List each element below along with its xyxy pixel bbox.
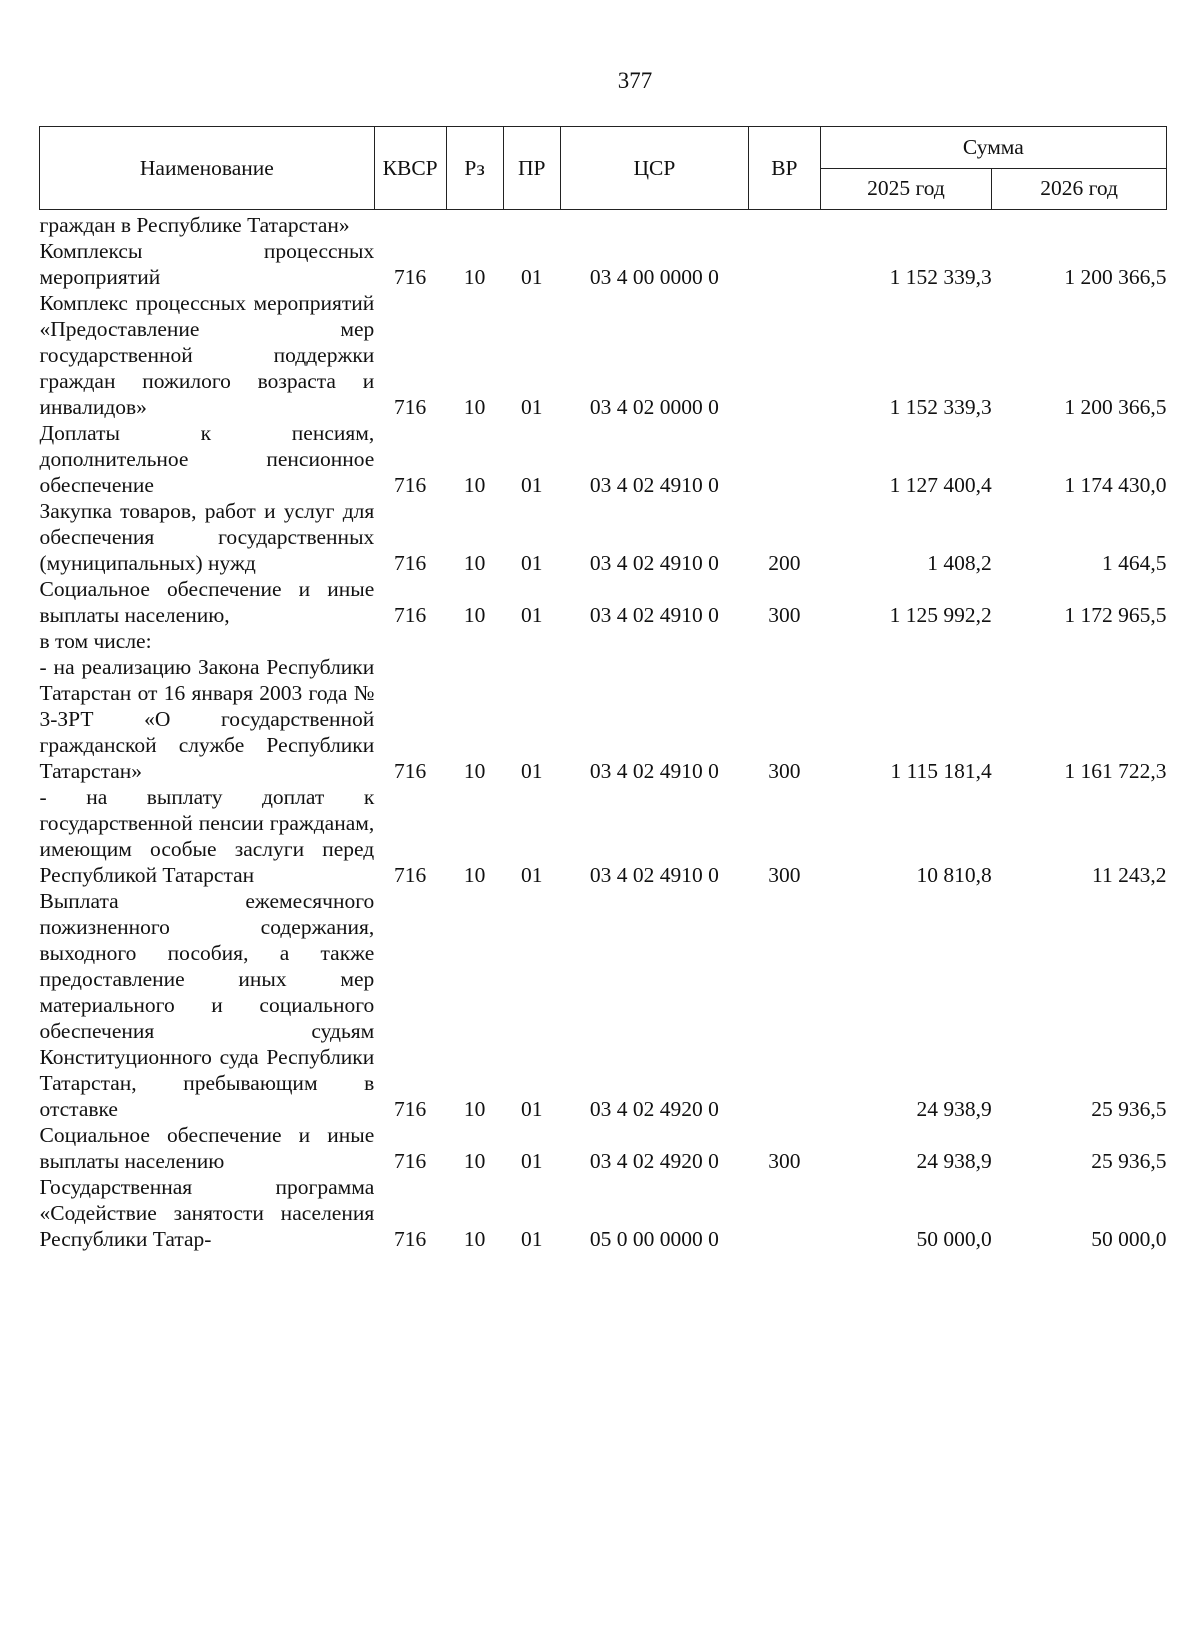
table-row (40, 654, 1167, 784)
row-csr: 05 0 00 0000 0 (589, 1227, 719, 1251)
row-pr: 01 (521, 759, 543, 783)
row-sum-2025: 1 152 339,3 (889, 395, 992, 419)
header-pr: ПР (503, 127, 560, 210)
row-pr: 01 (521, 395, 543, 419)
row-csr: 03 4 02 4910 0 (589, 759, 719, 783)
table-body (40, 210, 1167, 1253)
row-vr: 300 (768, 1149, 801, 1173)
row-rz: 10 (463, 551, 486, 575)
row-csr: 03 4 02 4910 0 (589, 603, 719, 627)
row-rz: 10 (463, 1097, 486, 1121)
row-name: граждан в Республике Татарстан» (39, 213, 350, 237)
row-kvsr (374, 210, 446, 239)
row-vr (749, 238, 821, 290)
table-row (40, 888, 1167, 1122)
row-vr (749, 290, 821, 420)
row-rz: 10 (463, 1227, 486, 1251)
row-name: - на реализацию Закона Республики Татарстан от 16 января 2003 года № 3-ЗРТ «О государственной гражданской службе Республики Татарстан» (39, 655, 375, 783)
table-row (40, 210, 1167, 239)
row-rz: 10 (463, 863, 486, 887)
row-kvsr: 716 (394, 395, 427, 419)
header-rz: Рз (446, 127, 503, 210)
header-year-2025: 2025 год (820, 168, 992, 210)
row-name: - на выплату доплат к государственной пенсии гражданам, имеющим особые заслуги перед Республикой Татарстан (39, 785, 375, 887)
table-row (40, 498, 1167, 576)
row-name: Закупка товаров, работ и услуг для обеспечения государственных (муниципальных) нужд (39, 499, 375, 575)
row-kvsr: 716 (394, 603, 427, 627)
table-row (40, 628, 1167, 654)
row-sum-2026: 25 936,5 (1091, 1149, 1167, 1173)
row-sum-2026: 1 174 430,0 (1064, 473, 1167, 497)
table-row (40, 290, 1167, 420)
row-csr: 03 4 02 4910 0 (589, 863, 719, 887)
row-kvsr: 716 (394, 1097, 427, 1121)
row-vr (749, 420, 821, 498)
row-sum-2026: 1 200 366,5 (1064, 265, 1167, 289)
row-pr: 01 (521, 551, 543, 575)
row-sum-2025: 1 125 992,2 (889, 603, 992, 627)
row-pr (503, 210, 560, 239)
row-sum-2025: 1 115 181,4 (890, 759, 992, 783)
row-sum-2025: 24 938,9 (916, 1097, 992, 1121)
row-sum-2026: 50 000,0 (1091, 1227, 1167, 1251)
row-name: Доплаты к пенсиям, дополнительное пенсионное обеспечение (39, 421, 375, 497)
row-pr: 01 (521, 863, 543, 887)
row-csr: 03 4 02 4920 0 (589, 1097, 719, 1121)
table-row (40, 420, 1167, 498)
row-sum-2025: 24 938,9 (916, 1149, 992, 1173)
table-row (40, 1174, 1167, 1252)
header-csr: ЦСР (560, 127, 748, 210)
row-kvsr: 716 (394, 1149, 427, 1173)
row-sum-2025: 50 000,0 (916, 1227, 992, 1251)
header-sum: Сумма (820, 127, 1166, 169)
row-rz: 10 (463, 759, 486, 783)
row-pr: 01 (521, 1149, 543, 1173)
row-sum-2026: 1 200 366,5 (1064, 395, 1167, 419)
row-rz: 10 (463, 473, 486, 497)
row-vr: 300 (768, 863, 801, 887)
row-sum-2025: 1 127 400,4 (889, 473, 992, 497)
table-row (40, 238, 1167, 290)
row-rz: 10 (463, 603, 486, 627)
row-csr: 03 4 02 4920 0 (589, 1149, 719, 1173)
row-csr (560, 210, 748, 239)
header-name: Наименование (40, 127, 375, 210)
row-rz (446, 210, 503, 239)
table-row (40, 576, 1167, 628)
row-csr (560, 628, 748, 654)
table-row (40, 784, 1167, 888)
row-sum-2026: 1 161 722,3 (1064, 759, 1167, 783)
row-kvsr: 716 (394, 551, 427, 575)
row-kvsr: 716 (394, 265, 427, 289)
row-sum-2025 (820, 210, 992, 239)
row-sum-2025: 10 810,8 (916, 863, 992, 887)
row-sum-2026: 1 172 965,5 (1064, 603, 1167, 627)
row-pr: 01 (521, 1097, 543, 1121)
row-rz (446, 628, 503, 654)
row-name: Выплата ежемесячного пожизненного содержания, выходного пособия, а также предоставление иных мер материального и социального обеспечения судьям Конституционного суда Республики Татарстан, пребывающим в отставке (39, 889, 375, 1121)
row-csr: 03 4 02 4910 0 (589, 551, 719, 575)
row-name: Комплекс процессных мероприятий «Предоставление мер государственной поддержки граждан пожилого возраста и инвалидов» (39, 291, 375, 419)
row-kvsr: 716 (394, 1227, 427, 1251)
row-sum-2026: 11 243,2 (1092, 863, 1167, 887)
row-sum-2026 (992, 210, 1167, 239)
row-csr: 03 4 02 4910 0 (589, 473, 719, 497)
header-year-2026: 2026 год (992, 168, 1167, 210)
row-sum-2025 (820, 628, 992, 654)
row-pr: 01 (521, 265, 543, 289)
row-kvsr (374, 628, 446, 654)
row-vr: 300 (768, 759, 801, 783)
row-pr: 01 (521, 1227, 543, 1251)
header-kvsr: КВСР (374, 127, 446, 210)
row-sum-2025: 1 408,2 (927, 551, 992, 575)
row-vr (749, 888, 821, 1122)
row-csr: 03 4 00 0000 0 (589, 265, 719, 289)
row-kvsr: 716 (394, 863, 427, 887)
table-row (40, 1122, 1167, 1174)
row-rz: 10 (463, 395, 486, 419)
row-sum-2026 (992, 628, 1167, 654)
row-pr (503, 628, 560, 654)
header-vr: ВР (749, 127, 821, 210)
row-name: в том числе: (39, 629, 152, 653)
row-vr (749, 628, 821, 654)
row-name: Комплексы процессных мероприятий (39, 239, 375, 289)
row-kvsr: 716 (394, 473, 427, 497)
budget-table (39, 126, 1167, 1252)
row-name: Социальное обеспечение и иные выплаты населению, (39, 577, 375, 627)
row-sum-2026: 25 936,5 (1091, 1097, 1167, 1121)
row-vr: 200 (768, 551, 801, 575)
row-vr (749, 210, 821, 239)
table-header (40, 127, 1167, 210)
row-vr: 300 (768, 603, 801, 627)
row-pr: 01 (521, 473, 543, 497)
page-number: 377 (617, 68, 653, 93)
row-name: Социальное обеспечение и иные выплаты населению (39, 1123, 375, 1173)
row-rz: 10 (463, 265, 486, 289)
row-kvsr: 716 (394, 759, 427, 783)
row-sum-2025: 1 152 339,3 (889, 265, 992, 289)
row-vr (749, 1174, 821, 1252)
row-name: Государственная программа «Содействие занятости населения Республики Татар- (39, 1175, 375, 1251)
row-sum-2026: 1 464,5 (1102, 551, 1167, 575)
row-pr: 01 (521, 603, 543, 627)
row-csr: 03 4 02 0000 0 (589, 395, 719, 419)
row-rz: 10 (463, 1149, 486, 1173)
